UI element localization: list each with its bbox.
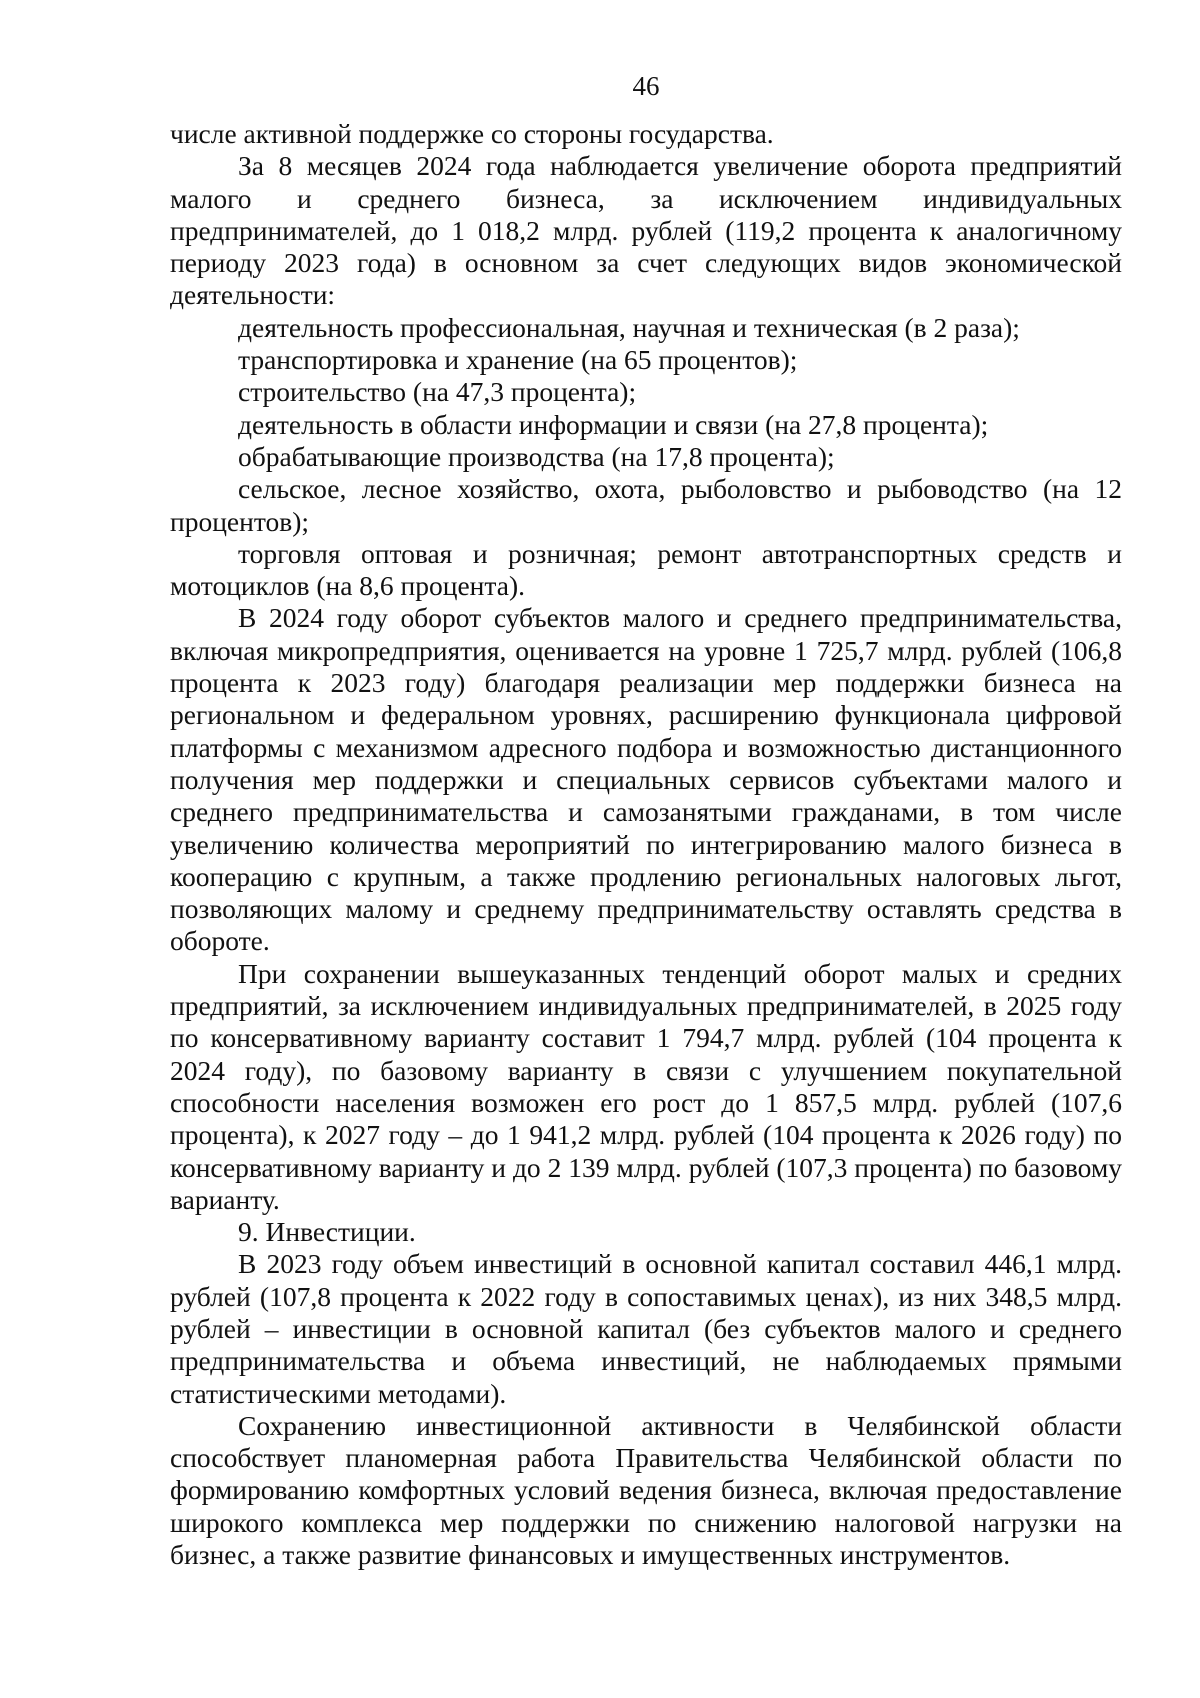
paragraph-investments-2023: В 2023 году объем инвестиций в основной капитал составил 446,1 млрд. рублей (107,8 процента к 2022 году в сопоставимых ценах), из них 348,5 млрд. рублей – инвестиции в основной капитал (без субъектов малого и среднего предпринимательства и объема инвестиций, не наблюдаемых прямыми статистическими методами).	[170, 1248, 1122, 1409]
list-item-transport: транспортировка и хранение (на 65 процентов);	[238, 344, 798, 376]
paragraph-turnover-8-months: За 8 месяцев 2024 года наблюдается увеличение оборота предприятий малого и среднего бизнеса, за исключением индивидуальных предпринимателей, до 1 018,2 млрд. рублей (119,2 процента к аналогичному периоду 2023 года) в основном за счет следующих видов экономической деятельности:	[170, 150, 1122, 311]
page-number: 46	[632, 71, 660, 101]
paragraph-continuation: числе активной поддержке со стороны государства.	[170, 118, 774, 149]
list-item-trade: торговля оптовая и розничная; ремонт автотранспортных средств и мотоциклов (на 8,6 процента).	[170, 537, 1122, 602]
paragraph-investment-activity: Сохранению инвестиционной активности в Челябинской области способствует планомерная работа Правительства Челябинской области по формированию комфортных условий ведения бизнеса, включая предоставление широкого комплекса мер поддержки по снижению налоговой нагрузки на бизнес, а также развитие финансовых и имущественных инструментов.	[170, 1409, 1122, 1571]
list-item-manufacturing: обрабатывающие производства (на 17,8 процента);	[238, 440, 835, 472]
document-page	[170, 0, 1122, 1698]
paragraph-forecast: При сохранении вышеуказанных тенденций оборот малых и средних предприятий, за исключением индивидуальных предпринимателей, в 2025 году по консервативному варианту составит 1 794,7 млрд. рублей (104 процента к 2024 году), по базовому варианту в связи с улучшением покупательной способности населения возможен его рост до 1 857,5 млрд. рублей (107,6 процента), к 2027 году – до 1 941,2 млрд. рублей (104 процента к 2026 году) по консервативному варианту и до 2 139 млрд. рублей (107,3 процента) по базовому варианту.	[170, 957, 1122, 1215]
document-body	[170, 118, 1122, 1571]
section-heading-investments: 9. Инвестиции.	[238, 1216, 416, 1248]
list-item-professional-activity: деятельность профессиональная, научная и техническая (в 2 раза);	[238, 311, 1020, 343]
list-item-construction: строительство (на 47,3 процента);	[238, 376, 637, 408]
list-item-information: деятельность в области информации и связи (на 27,8 процента);	[238, 408, 989, 440]
list-item-agriculture: сельское, лесное хозяйство, охота, рыболовство и рыбоводство (на 12 процентов);	[170, 473, 1122, 537]
paragraph-turnover-2024: В 2024 году оборот субъектов малого и среднего предпринимательства, включая микропредприятия, оценивается на уровне 1 725,7 млрд. рублей (106,8 процента к 2023 году) благодаря реализации мер поддержки бизнеса на региональном и федеральном уровнях, расширению функционала цифровой платформы с механизмом адресного подбора и возможностью дистанционного получения мер поддержки и специальных сервисов субъектами малого и среднего предпринимательства и самозанятыми гражданами, в том числе увеличению количества мероприятий по интегрированию малого бизнеса в кооперацию с крупным, а также продлению региональных налоговых льгот, позволяющих малому и среднему предпринимательству оставлять средства в обороте.	[170, 602, 1122, 957]
